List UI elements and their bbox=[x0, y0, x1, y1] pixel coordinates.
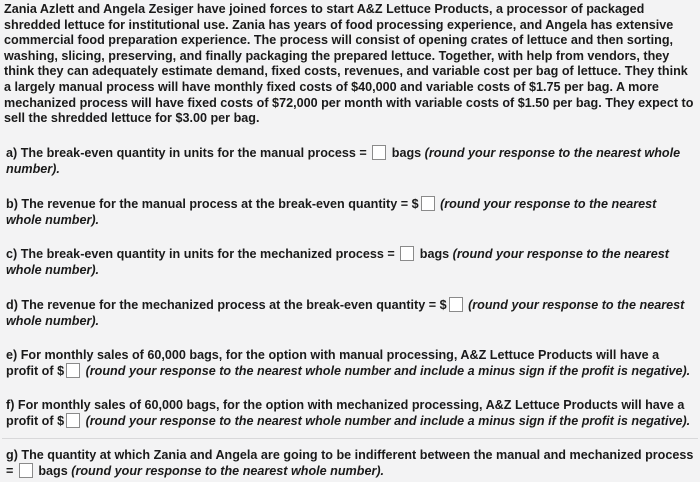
question-f-instruction: (round your response to the nearest whole number and include a minus sign if the profit is negative). bbox=[85, 414, 691, 429]
question-d-instruction: (round your response to the nearest whole number). bbox=[6, 298, 685, 329]
question-c bbox=[6, 246, 694, 279]
answer-a-input[interactable] bbox=[372, 145, 386, 160]
question-f bbox=[6, 397, 694, 430]
answer-d-input[interactable] bbox=[449, 297, 463, 312]
question-e-instruction: (round your response to the nearest whole number and include a minus sign if the profit is negative). bbox=[85, 364, 691, 379]
question-f-text: f) For monthly sales of 60,000 bags, for the option with mechanized processing, A&Z Lettuce Products will have a profit of bbox=[6, 398, 685, 429]
question-e bbox=[6, 347, 694, 380]
question-d bbox=[6, 297, 694, 330]
answer-b-input[interactable] bbox=[421, 196, 435, 211]
question-f-prefix: $ bbox=[57, 414, 65, 429]
question-b-instruction: (round your response to the nearest whole number). bbox=[6, 197, 657, 228]
question-c-text: c) The break-even quantity in units for the mechanized process = bbox=[6, 247, 399, 261]
problem-intro: Zania Azlett and Angela Zesiger have joined forces to start A&Z Lettuce Products, a processor of packaged shredded lettuce for institutional use. Zania has years of food processing experience, and Angela has extensive commercial food preparation experience. The process will consist of opening crates of lettuce and then sorting, washing, slicing, preserving, and finally packaging the prepared lettuce. Together, with help from vendors, they think they can adequately estimate demand, fixed costs, revenues, and variable cost per bag of lettuce. They think a largely manual process will have monthly fixed costs of $40,000 and variable costs of $1.75 per bag. A more mechanized process will have fixed costs of $72,000 per month with variable costs of $1.50 per bag. They expect to sell the shredded lettuce for $3.00 per bag. bbox=[4, 2, 694, 126]
question-g-unit: bags bbox=[34, 464, 72, 479]
section-divider bbox=[2, 438, 698, 439]
question-g bbox=[6, 447, 694, 480]
answer-g-input[interactable] bbox=[19, 463, 33, 478]
question-a-unit: bags bbox=[388, 146, 425, 160]
question-d-text: d) The revenue for the mechanized process at the break-even quantity = bbox=[6, 298, 440, 312]
answer-e-input[interactable] bbox=[66, 363, 80, 378]
answer-f-input[interactable] bbox=[66, 413, 80, 428]
question-c-instruction: (round your response to the nearest whole number). bbox=[6, 247, 669, 278]
question-e-prefix: $ bbox=[57, 364, 65, 379]
question-c-unit: bags bbox=[416, 247, 453, 261]
question-b-prefix: $ bbox=[411, 197, 419, 211]
question-b-text: b) The revenue for the manual process at the break-even quantity = bbox=[6, 197, 412, 211]
question-a-instruction: (round your response to the nearest whole number). bbox=[6, 146, 681, 177]
answer-c-input[interactable] bbox=[400, 246, 414, 261]
question-a bbox=[6, 145, 694, 178]
question-g-instruction: (round your response to the nearest whole number). bbox=[71, 464, 385, 479]
question-g-text: g) The quantity at which Zania and Angela are going to be indifferent between the manual and mechanized process = bbox=[6, 448, 694, 479]
question-e-text: e) For monthly sales of 60,000 bags, for the option with manual processing, A&Z Lettuce Products will have a profit of bbox=[6, 348, 660, 379]
question-b bbox=[6, 196, 694, 229]
question-d-prefix: $ bbox=[439, 298, 447, 312]
question-a-text: a) The break-even quantity in units for the manual process = bbox=[6, 146, 371, 160]
